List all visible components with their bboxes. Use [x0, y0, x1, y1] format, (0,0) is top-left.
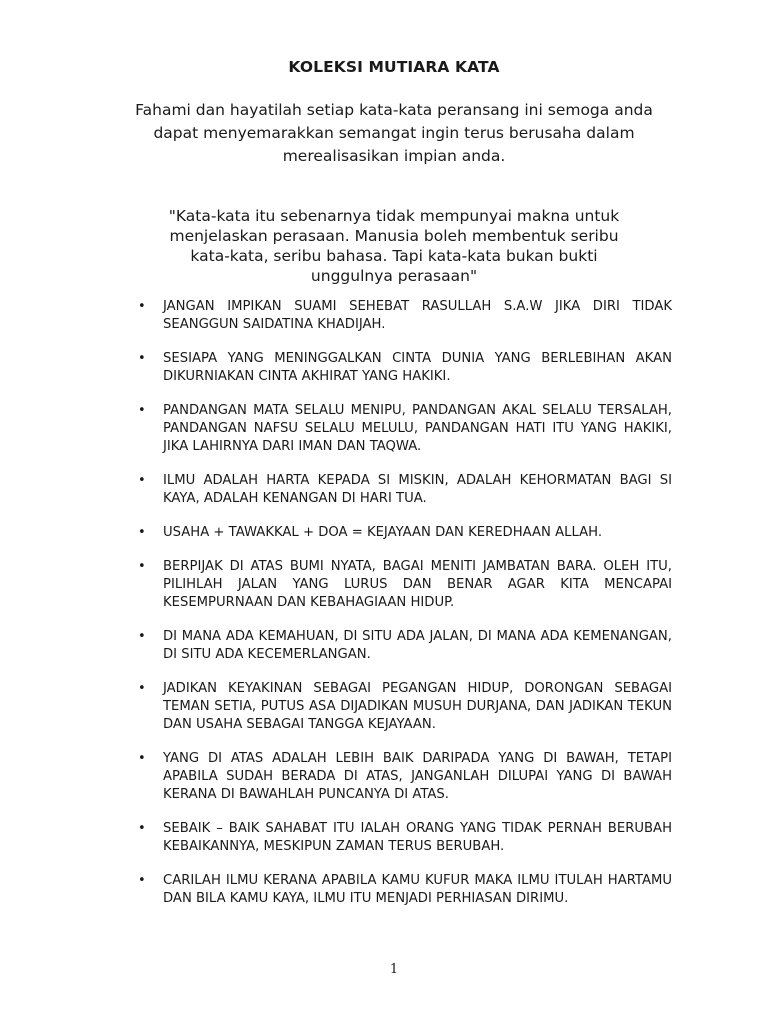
- quote-line: kata-kata, seribu bahasa. Tapi kata-kata bukan bukti: [190, 247, 598, 265]
- page-number: 1: [389, 962, 399, 977]
- list-item: [130, 750, 672, 804]
- quote-line: "Kata-kata itu sebenarnya tidak mempunyai makna untuk: [168, 207, 620, 225]
- list-item-text: JADIKAN KEYAKINAN SEBAGAI PEGANGAN HIDUP, DORONGAN SEBAGAI TEMAN SETIA, PUTUS ASA DIJADIKAN MUSUH DURJANA, DAN JADIKAN TEKUN DAN USAHA SEBAGAI TANGGA KEJAYAAN.: [163, 681, 672, 732]
- list-item-text: USAHA + TAWAKKAL + DOA = KEJAYAAN DAN KEREDHAAN ALLAH.: [163, 525, 603, 540]
- list-item-text: ILMU ADALAH HARTA KEPADA SI MISKIN, ADALAH KEHORMATAN BAGI SI KAYA, ADALAH KENANGAN DI HARI TUA.: [163, 473, 672, 506]
- list-item: [130, 680, 672, 734]
- quote-list: [130, 298, 672, 924]
- bullet-icon: •: [138, 681, 146, 696]
- bullet-icon: •: [138, 299, 146, 314]
- quote-line: unggulnya perasaan": [310, 267, 478, 285]
- list-item: [130, 628, 672, 664]
- list-item-text: JANGAN IMPIKAN SUAMI SEHEBAT RASULLAH S.A.W JIKA DIRI TIDAK SEANGGUN SAIDATINA KHADIJAH.: [163, 299, 672, 332]
- bullet-icon: •: [138, 403, 146, 418]
- list-item-text: SESIAPA YANG MENINGGALKAN CINTA DUNIA YANG BERLEBIHAN AKAN DIKURNIAKAN CINTA AKHIRAT YANG HAKIKI.: [163, 351, 672, 384]
- list-item: [130, 472, 672, 508]
- list-item: [130, 872, 672, 908]
- list-item-text: BERPIJAK DI ATAS BUMI NYATA, BAGAI MENITI JAMBATAN BARA. OLEH ITU, PILIHLAH JALAN YANG LURUS DAN BENAR AGAR KITA MENCAPAI KESEMPURNAAN DAN KEBAHAGIAAN HIDUP.: [163, 559, 672, 610]
- intro-line: Fahami dan hayatilah setiap kata-kata peransang ini semoga anda: [135, 101, 653, 119]
- bullet-icon: •: [138, 525, 146, 540]
- list-item-text: CARILAH ILMU KERANA APABILA KAMU KUFUR MAKA ILMU ITULAH HARTAMU DAN BILA KAMU KAYA, ILMU ITU MENJADI PERHIASAN DIRIMU.: [163, 873, 672, 906]
- list-item: [130, 820, 672, 856]
- list-item-text: YANG DI ATAS ADALAH LEBIH BAIK DARIPADA YANG DI BAWAH, TETAPI APABILA SUDAH BERADA DI ATAS, JANGANLAH DILUPAI YANG DI BAWAH KERANA DI BAWAHLAH PUNCANYA DI ATAS.: [163, 751, 672, 802]
- list-item: [130, 558, 672, 612]
- bullet-icon: •: [138, 873, 146, 888]
- list-item: [130, 402, 672, 456]
- bullet-icon: •: [138, 629, 146, 644]
- list-item: [130, 524, 672, 542]
- quote-line: menjelaskan perasaan. Manusia boleh membentuk seribu: [169, 227, 619, 245]
- list-item: [130, 298, 672, 334]
- bullet-icon: •: [138, 351, 146, 366]
- list-item-text: PANDANGAN MATA SELALU MENIPU, PANDANGAN AKAL SELALU TERSALAH, PANDANGAN NAFSU SELALU MELULU, PANDANGAN HATI ITU YANG HAKIKI, JIKA LAHIRNYA DARI IMAN DAN TAQWA.: [163, 403, 672, 454]
- bullet-icon: •: [138, 473, 146, 488]
- bullet-icon: •: [138, 559, 146, 574]
- intro-line: dapat menyemarakkan semangat ingin terus berusaha dalam merealisasikan impian anda.: [153, 124, 635, 165]
- intro-paragraph: [100, 99, 688, 168]
- bullet-icon: •: [138, 821, 146, 836]
- bullet-icon: •: [138, 751, 146, 766]
- list-item-text: DI MANA ADA KEMAHUAN, DI SITU ADA JALAN, DI MANA ADA KEMENANGAN, DI SITU ADA KECEMERLANGAN.: [163, 629, 672, 662]
- quote-block: [100, 206, 688, 286]
- list-item-text: SEBAIK – BAIK SAHABAT ITU IALAH ORANG YANG TIDAK PERNAH BERUBAH KEBAIKANNYA, MESKIPUN ZAMAN TERUS BERUBAH.: [163, 821, 672, 854]
- list-item: [130, 350, 672, 386]
- document-title: KOLEKSI MUTIARA KATA: [288, 58, 500, 76]
